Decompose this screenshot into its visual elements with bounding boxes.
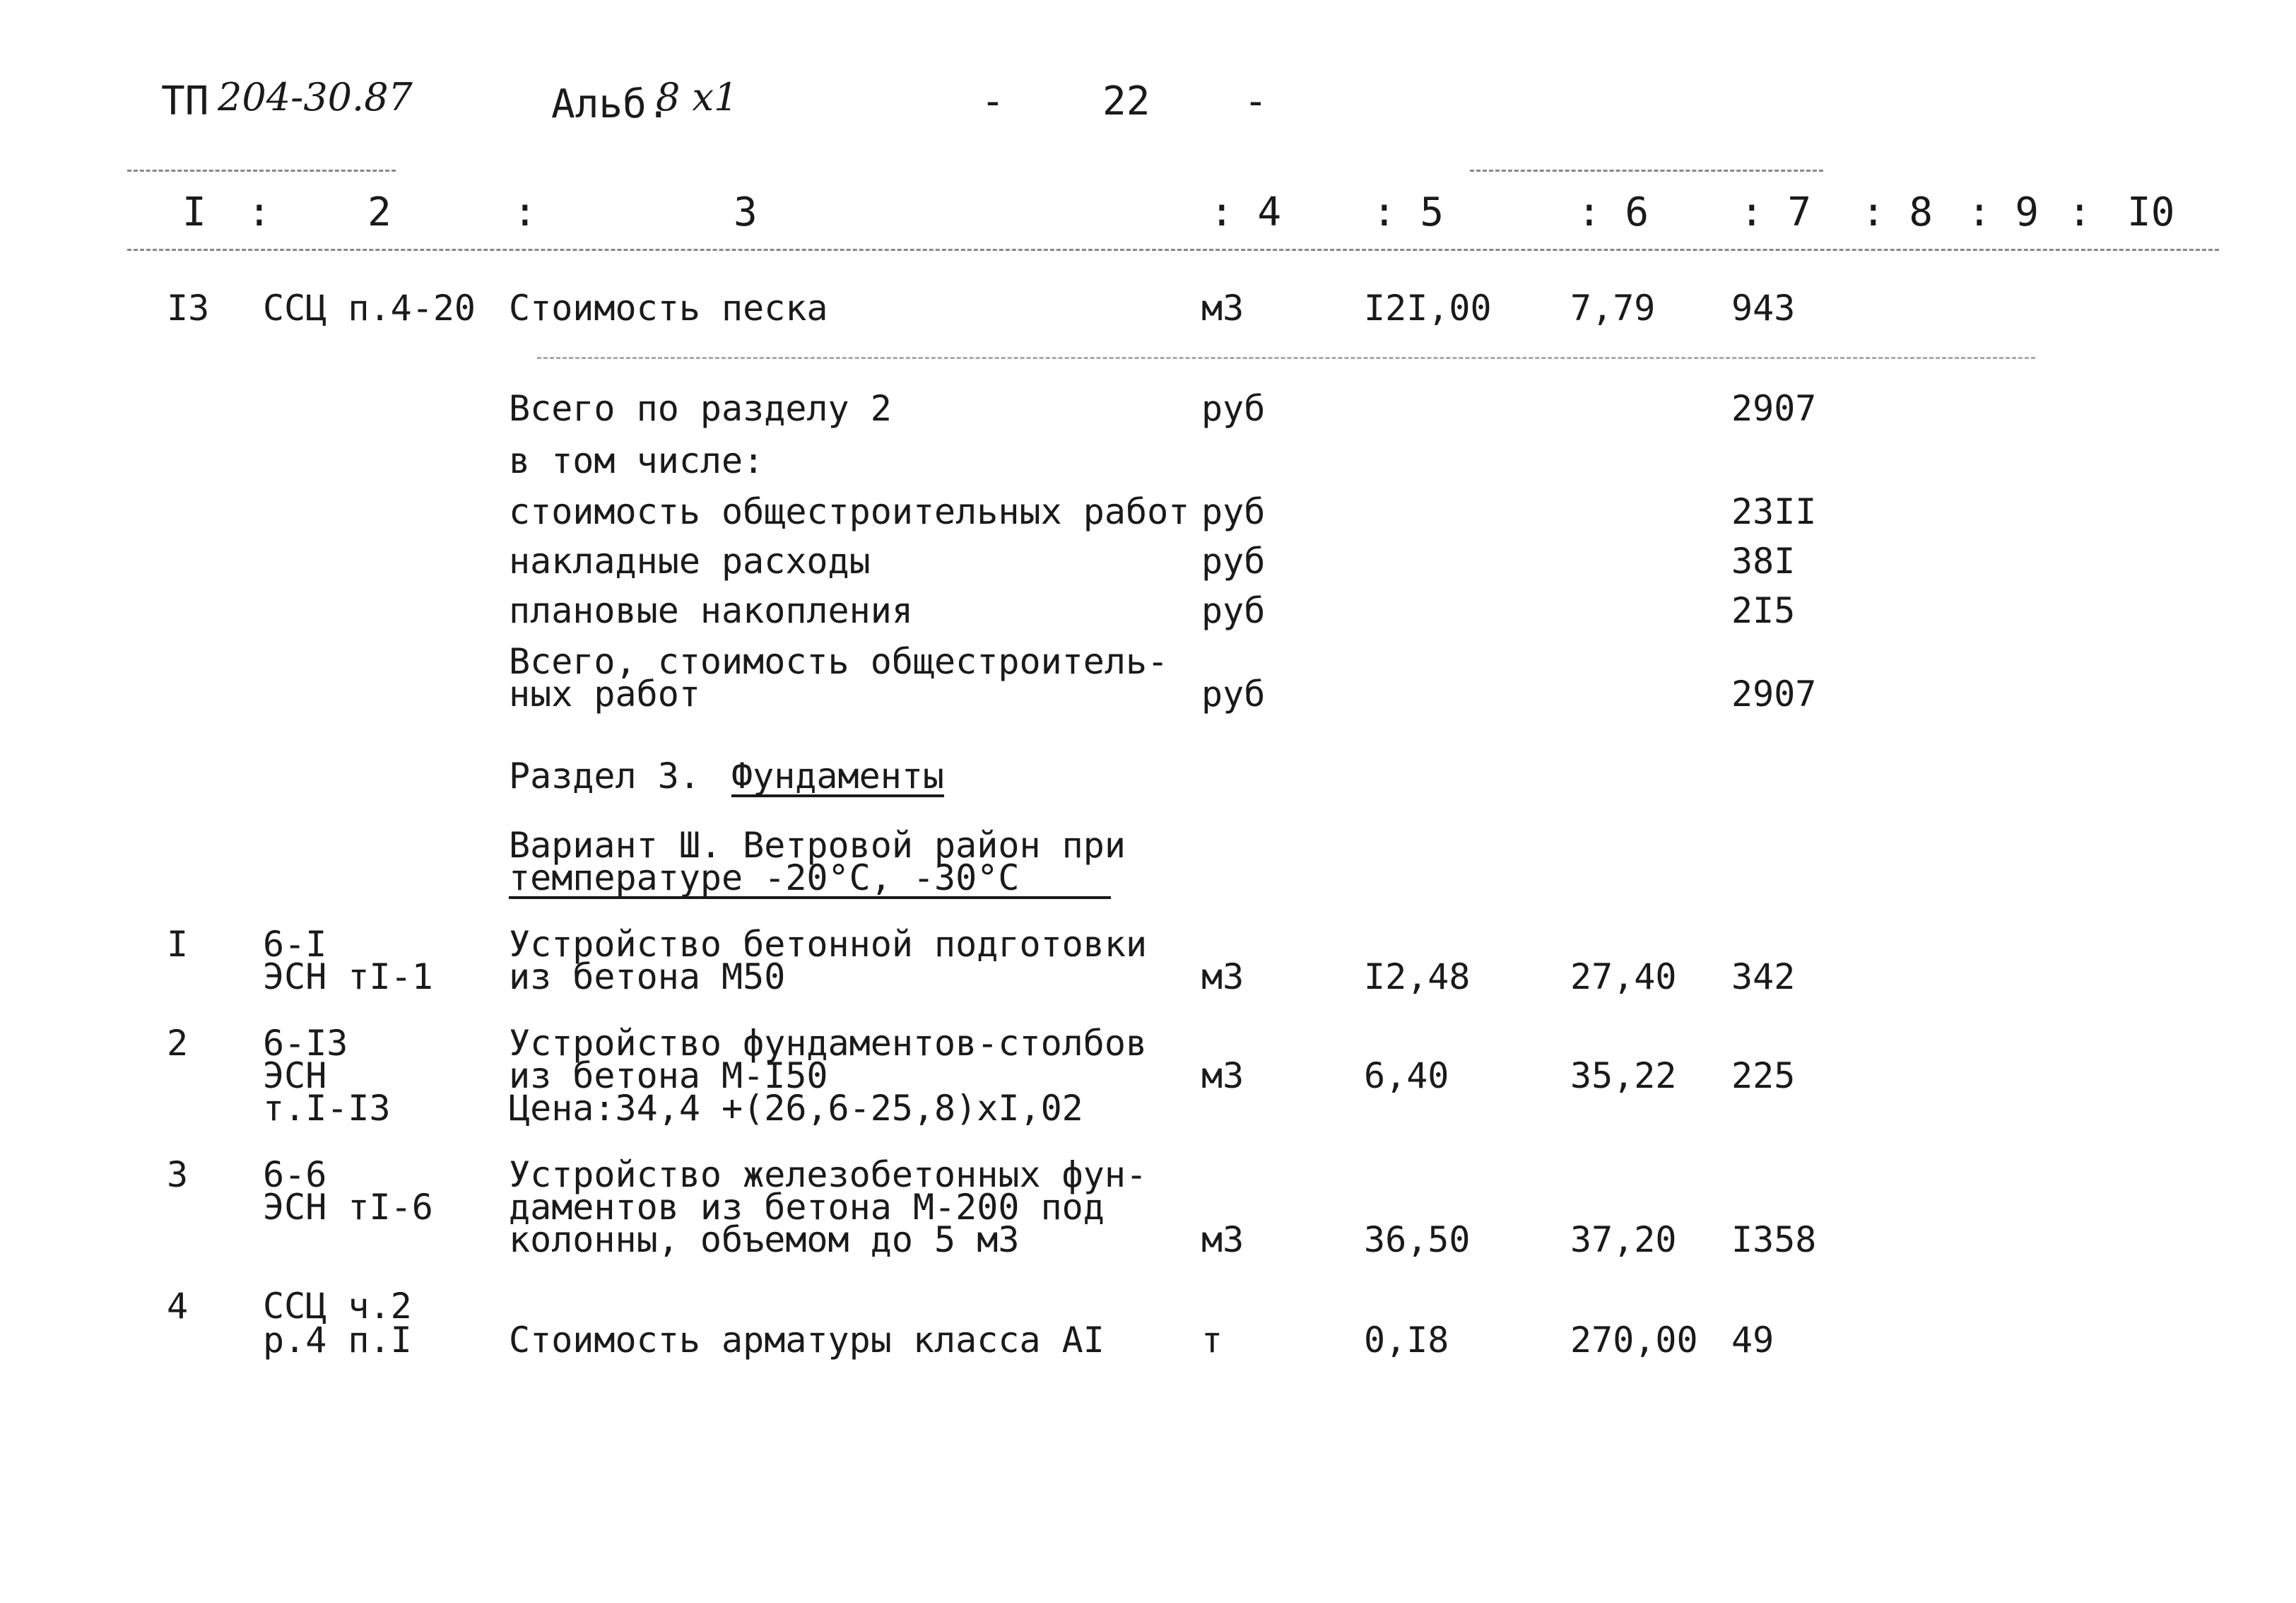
row-total: 943: [1731, 288, 1796, 329]
section2-total-unit: руб: [1201, 388, 1266, 429]
grand-total-label-line1: Всего, стоимость общестроитель-: [509, 641, 1169, 682]
subtotal-value: 23II: [1731, 491, 1817, 532]
row-unit: м3: [1201, 288, 1244, 329]
row-number: 2: [167, 1023, 189, 1064]
row-price: 27,40: [1570, 956, 1677, 997]
row-code: ЭСН тI-1: [263, 956, 433, 997]
grand-total-label-line2: ных работ: [509, 674, 700, 715]
row-code: ССЦ п.4-20: [263, 288, 476, 329]
row-price: 7,79: [1570, 288, 1656, 329]
page-number: 22: [1102, 78, 1150, 124]
row-qty: 36,50: [1364, 1219, 1471, 1260]
row-qty: I2,48: [1364, 956, 1471, 997]
subtotal-label: накладные расходы: [509, 541, 871, 582]
section-prefix: Раздел 3.: [509, 756, 700, 797]
col-header-2: 2: [367, 189, 392, 235]
separator-rule: [537, 357, 2035, 359]
section2-total-label: Всего по разделу 2: [509, 388, 892, 429]
row-name: Цена:34,4 +(26,6-25,8)хI,02: [509, 1088, 1083, 1129]
row-unit: м3: [1201, 956, 1244, 997]
grand-total-value: 2907: [1731, 674, 1817, 715]
row-total: 342: [1731, 956, 1796, 997]
row-number: I: [167, 924, 189, 965]
row-code: 6-I: [263, 924, 327, 965]
row-name: Стоимость песка: [509, 288, 828, 329]
col-sep: :: [247, 189, 271, 235]
col-header-5: : 5: [1372, 189, 1444, 235]
col-sep: :: [513, 189, 537, 235]
subtotal-value: 2I5: [1731, 590, 1796, 631]
section-title: Фундаменты: [731, 756, 945, 797]
subtotal-label: стоимость общестроительных работ: [509, 491, 1190, 532]
header-bottom-rule: [127, 249, 2219, 251]
grand-total-unit: руб: [1201, 674, 1266, 715]
subtotal-value: 38I: [1731, 541, 1796, 582]
row-unit: м3: [1201, 1219, 1244, 1260]
row-unit: м3: [1201, 1055, 1244, 1096]
album-prefix: Альб.: [551, 81, 671, 127]
row-name: Устройство фундаментов-столбов: [509, 1023, 1148, 1064]
row-name: Устройство бетонной подготовки: [509, 924, 1148, 965]
row-name: колонны, объемом до 5 м3: [509, 1219, 1020, 1260]
col-header-6: : 6: [1577, 189, 1649, 235]
col-header-8: : 8: [1861, 189, 1933, 235]
section2-total-value: 2907: [1731, 388, 1817, 429]
row-code: 6-6: [263, 1154, 327, 1195]
subtotal-unit: руб: [1201, 541, 1266, 582]
col-header-9: : 9: [1967, 189, 2039, 235]
subtotal-label: плановые накопления: [509, 590, 913, 631]
row-name: из бетона М-I50: [509, 1055, 828, 1096]
including-label: в том числе:: [509, 440, 765, 481]
variant-line1: Вариант Ш. Ветровой район при: [509, 825, 1126, 866]
row-number: 4: [167, 1286, 189, 1327]
col-header-10: I0: [2127, 189, 2175, 235]
row-unit: т: [1201, 1320, 1223, 1361]
col-header-1: I: [182, 189, 206, 235]
col-header-3: 3: [734, 189, 758, 235]
row-name: даментов из бетона М-200 под: [509, 1187, 1105, 1228]
row-code: р.4 п.I: [263, 1320, 412, 1361]
row-code: 6-I3: [263, 1023, 348, 1064]
row-code: т.I-I3: [263, 1088, 391, 1129]
header-top-rule-left: [127, 170, 396, 172]
row-qty: 6,40: [1364, 1055, 1449, 1096]
row-total: 49: [1731, 1320, 1774, 1361]
subtotal-unit: руб: [1201, 590, 1266, 631]
page-dash-left: -: [981, 78, 1005, 124]
row-number: 3: [167, 1154, 189, 1195]
col-sep: :: [2068, 189, 2092, 235]
row-total: 225: [1731, 1055, 1796, 1096]
row-code: ССЦ ч.2: [263, 1286, 412, 1327]
row-number: I3: [167, 288, 210, 329]
row-qty: 0,I8: [1364, 1320, 1449, 1361]
row-code: ЭСН: [263, 1055, 327, 1096]
row-price: 270,00: [1570, 1320, 1698, 1361]
subtotal-unit: руб: [1201, 491, 1266, 532]
row-price: 37,20: [1570, 1219, 1677, 1260]
variant-line2: температуре -20°С, -30°С: [509, 859, 1111, 899]
col-header-4: : 4: [1210, 189, 1282, 235]
header-top-rule-right: [1470, 170, 1823, 172]
row-code: ЭСН тI-6: [263, 1187, 433, 1228]
tp-prefix: ТП: [161, 78, 209, 124]
row-name: из бетона М50: [509, 956, 786, 997]
page-dash-right: -: [1244, 78, 1268, 124]
col-header-7: : 7: [1740, 189, 1812, 235]
row-price: 35,22: [1570, 1055, 1677, 1096]
tp-number: 204-30.87: [218, 75, 413, 119]
row-qty: I2I,00: [1364, 288, 1492, 329]
row-name: Устройство железобетонных фун-: [509, 1154, 1148, 1195]
album-number: 8 х1: [656, 75, 738, 119]
row-total: I358: [1731, 1219, 1817, 1260]
row-name: Стоимость арматуры класса АI: [509, 1320, 1105, 1361]
